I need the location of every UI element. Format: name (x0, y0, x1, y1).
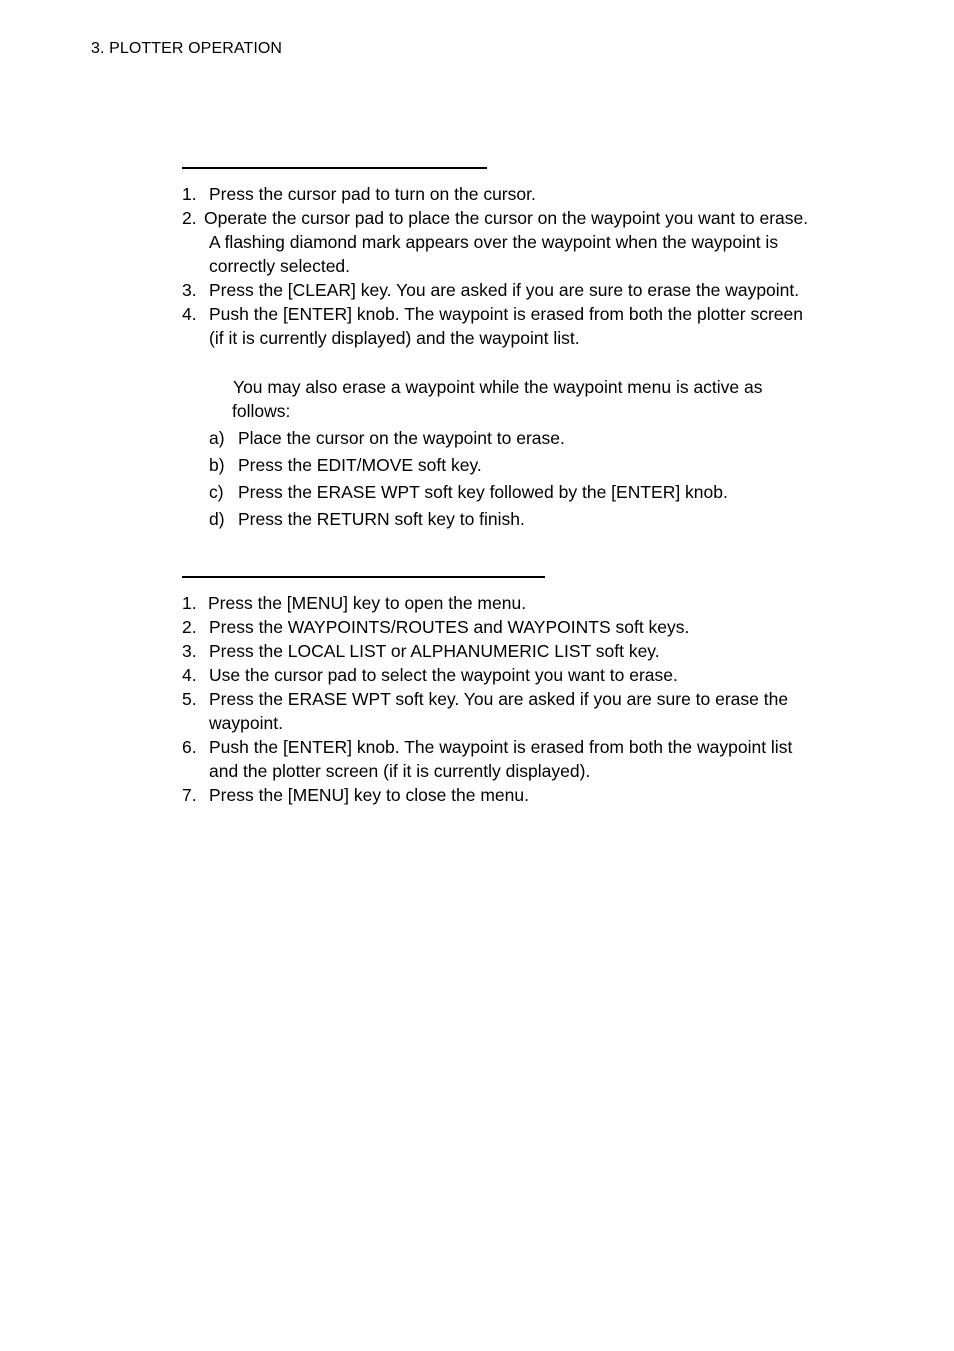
note-item-label: c) (209, 482, 224, 502)
note-item-text: Press the EDIT/MOVE soft key. (238, 455, 482, 475)
step-number: 2. (182, 617, 197, 637)
step-text: Press the ERASE WPT soft key. You are asked if you are sure to erase the (209, 689, 789, 709)
section1-step-2-cont-2: correctly selected. (209, 256, 351, 276)
step-text: Press the [MENU] key to close the menu. (209, 785, 529, 805)
section1-heading-rule (182, 167, 487, 169)
note-item-text: Press the ERASE WPT soft key followed by the [ENTER] knob. (238, 482, 728, 502)
step-number: 1. (182, 184, 197, 204)
note-item-label: d) (209, 509, 225, 529)
step-number: 6. (182, 737, 197, 757)
step-text: Push the [ENTER] knob. The waypoint is erased from both the waypoint list (209, 737, 793, 757)
note-item-text: Press the RETURN soft key to finish. (238, 509, 525, 529)
step-text: Press the [CLEAR] key. You are asked if you are sure to erase the waypoint. (209, 280, 800, 300)
section1-step-2-cont-1: A flashing diamond mark appears over the waypoint when the waypoint is (209, 232, 779, 252)
section2-step-5-cont: waypoint. (209, 713, 283, 733)
step-number: 3. (182, 280, 197, 300)
step-number: 3. (182, 641, 197, 661)
step-text: Press the WAYPOINTS/ROUTES and WAYPOINTS soft keys. (209, 617, 690, 637)
step-text: Press the cursor pad to turn on the cursor. (209, 184, 536, 204)
note-item-label: a) (209, 428, 225, 448)
step-number: 4. (182, 304, 197, 324)
step-text: Operate the cursor pad to place the cursor on the waypoint you want to erase. (204, 208, 809, 228)
note-line-1: You may also erase a waypoint while the waypoint menu is active as (233, 377, 763, 397)
step-number: 4. (182, 665, 197, 685)
step-text: Use the cursor pad to select the waypoint you want to erase. (209, 665, 678, 685)
step-number: 1. (182, 593, 197, 613)
section2-step-6-cont: and the plotter screen (if it is currently displayed). (209, 761, 591, 781)
note-line-2: follows: (232, 401, 291, 421)
note-item-text: Place the cursor on the waypoint to erase. (238, 428, 565, 448)
note-item-label: b) (209, 455, 225, 475)
section2-heading-rule (182, 576, 545, 578)
step-text: Push the [ENTER] knob. The waypoint is erased from both the plotter screen (209, 304, 804, 324)
step-number: 2. (182, 208, 197, 228)
running-header: 3. PLOTTER OPERATION (91, 40, 283, 57)
step-text: Press the LOCAL LIST or ALPHANUMERIC LIST soft key. (209, 641, 660, 661)
section1-step-4-cont: (if it is currently displayed) and the waypoint list. (209, 328, 580, 348)
step-text: Press the [MENU] key to open the menu. (208, 593, 527, 613)
step-number: 5. (182, 689, 197, 709)
step-number: 7. (182, 785, 197, 805)
